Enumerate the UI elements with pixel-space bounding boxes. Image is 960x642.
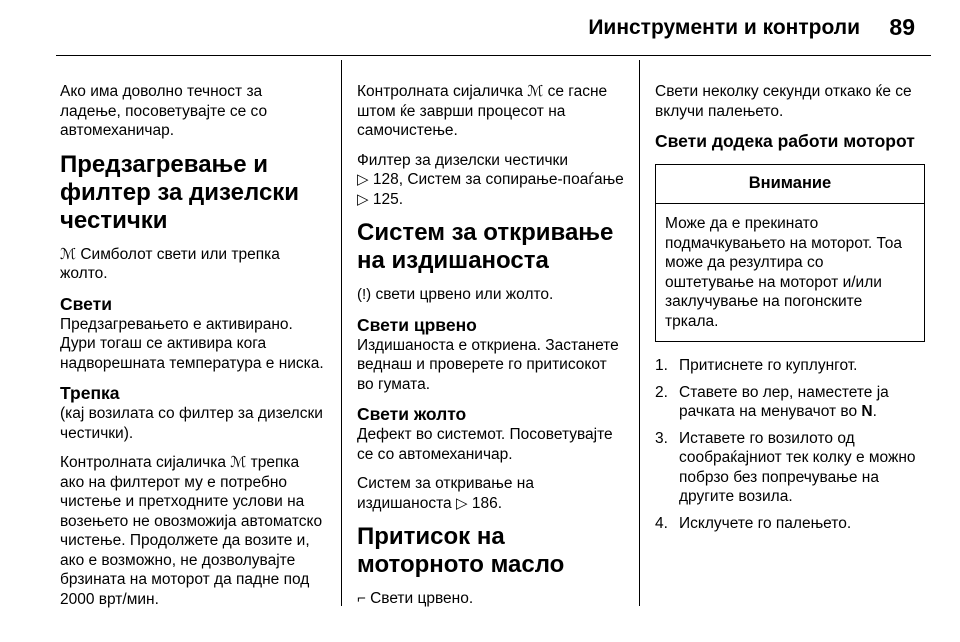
subsection-flashing <box>60 383 325 443</box>
column-divider <box>341 60 342 606</box>
steps-list <box>655 356 925 533</box>
oil-can-icon: ⌐ <box>357 590 366 607</box>
section-heading-preheating: Предзагревање и филтер за дизелски честички <box>60 150 300 234</box>
preheat-symbol-line: ℳ Симболот свети или трепка жолто. <box>60 245 280 282</box>
deflation-symbol-line: (!) свети црвено или жолто. <box>357 286 554 303</box>
page-number: 89 <box>889 14 915 40</box>
flashing-explanation: Контролната сијаличка ℳ трепка ако на филтерот му е потребно чистење и претходните услови на возењето не овозможија автоматско чистење. Продолжете да возите и, ако е возможно, не дозволувајте брзината на моторот да падне под 2000 врт/мин. <box>60 454 323 608</box>
subsection-lit <box>60 294 325 374</box>
list-item: 1. Притиснете го куплунгот. <box>655 357 858 374</box>
page-header-title: Иинструменти и контроли <box>588 16 860 39</box>
cross-reference: Филтер за дизелски честички ▷ 128, Систем за сопирање-поаѓање ▷ 125. <box>357 151 624 208</box>
warning-title: Внимание <box>656 165 924 204</box>
glow-plug-icon: ℳ <box>60 245 77 263</box>
subsection-yellow <box>357 404 627 464</box>
subsection-title: Свети жолто <box>357 404 467 424</box>
page-ref-arrow-icon: ▷ <box>357 190 369 208</box>
subsection-text: Предзагревањето е активирано. Дури тогаш се активира кога надворешната температура е ниска. <box>60 315 324 372</box>
subsection-title: Свети <box>60 293 112 314</box>
glow-plug-icon: ℳ <box>230 454 247 471</box>
subsection-title: Трепка <box>60 383 120 403</box>
column-3 <box>655 82 925 540</box>
warning-box <box>655 164 925 342</box>
coolant-advice: Ако има доволно течност за ладење, посоветувајте се со автомеханичар. <box>60 83 268 139</box>
subsection-red <box>357 315 627 395</box>
oil-lamp-intro: Свети неколку секунди откако ќе се вклучи палењето. <box>655 83 912 120</box>
column-2 <box>357 82 627 619</box>
list-item: 2. Ставете во лер, наместете ја рачката на менувачот во N. <box>655 383 889 420</box>
cross-reference: Систем за откривање на издишаноста ▷ 186. <box>357 475 534 512</box>
list-item: 3. Иставете го возилото од сообраќајниот тек колку е можно побрзо без попречување на другите возила. <box>655 429 916 505</box>
subsection-title: Свети црвено <box>357 314 477 335</box>
subsection-text: Издишаноста е откриена. Застанете веднаш и проверете го притисокот во гумата. <box>357 336 619 393</box>
subsection-text: Дефект во системот. Посоветувајте се со автомеханичар. <box>357 426 613 463</box>
subsection-title-running: Свети додека работи моторот <box>655 131 915 151</box>
tire-pressure-icon: (!) <box>357 286 372 303</box>
column-divider <box>639 60 640 606</box>
page-ref-arrow-icon: ▷ <box>357 171 369 188</box>
glow-plug-icon: ℳ <box>527 83 544 100</box>
section-heading-deflation: Систем за откривање на издишаноста <box>357 219 614 274</box>
header-divider <box>56 55 931 56</box>
column-1 <box>60 82 325 619</box>
list-item: 4. Исклучете го палењето. <box>655 514 852 532</box>
warning-text: Може да е прекинато подмачкувањето на моторот. Тоа може да резултира со оштетување на моторот и/или заклучување на погонските тркала. <box>665 215 903 330</box>
section-heading-oil-pressure: Притисок на моторното масло <box>357 523 565 578</box>
oil-symbol-line: ⌐ Свети црвено. <box>357 590 474 607</box>
self-cleaning-text: Контролната сијаличка ℳ се гасне штом ќе заврши процесот на самочистење. <box>357 83 608 139</box>
page-ref-arrow-icon: ▷ <box>455 494 468 512</box>
subsection-text: (кај возилата со филтер за дизелски честички). <box>60 405 323 442</box>
